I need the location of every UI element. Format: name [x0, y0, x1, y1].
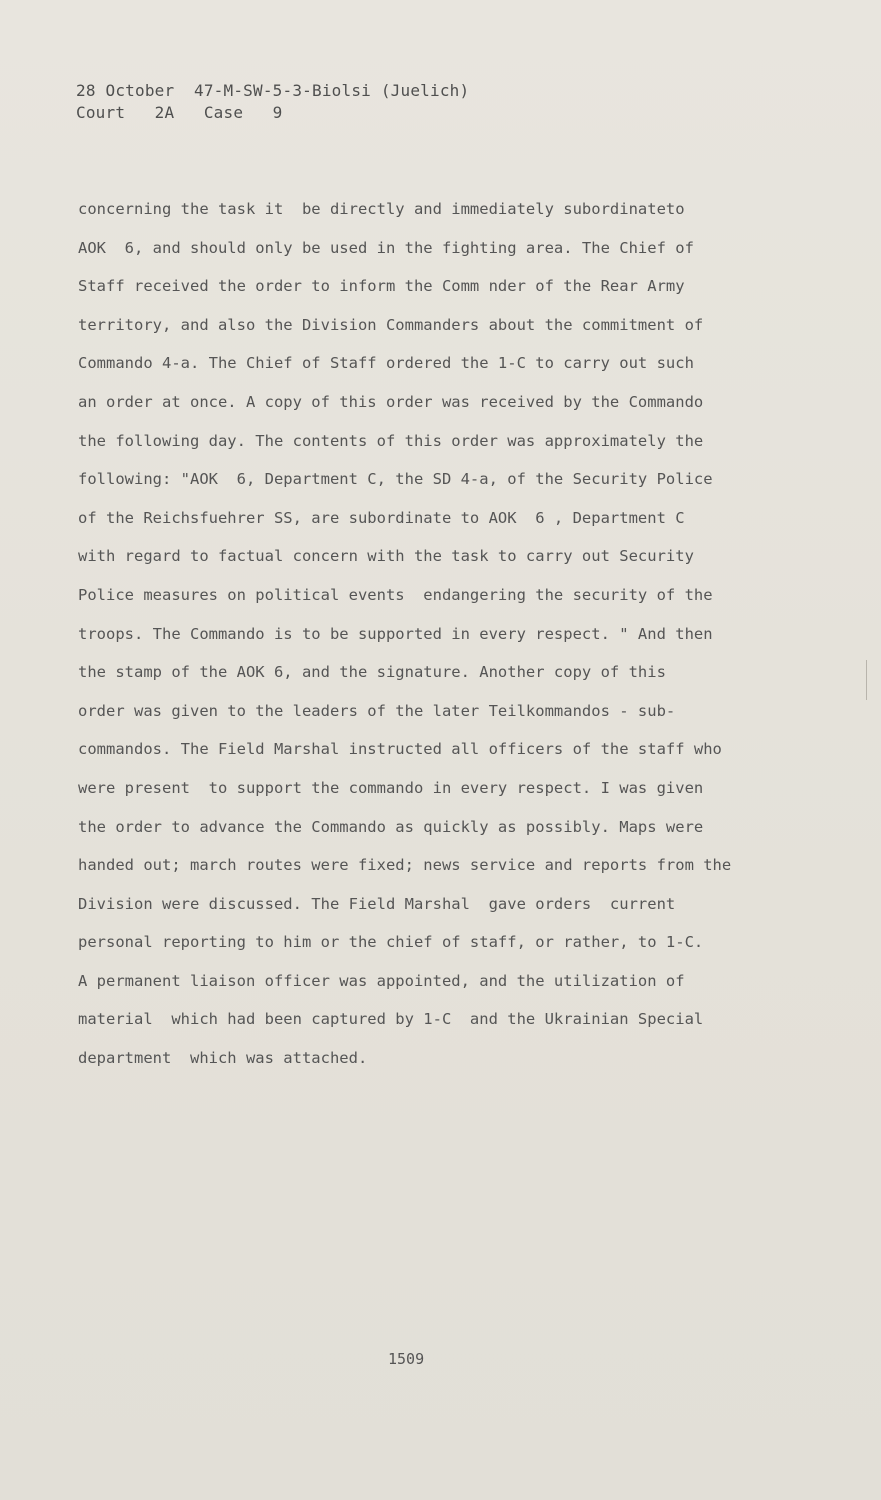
- body-line: territory, and also the Division Commanders about the commitment of: [78, 315, 704, 334]
- header-date-reference: 28 October 47-M-SW-5-3-Biolsi (Juelich): [76, 81, 470, 100]
- body-line: concerning the task it be directly and immediately subordinateto: [78, 200, 685, 218]
- body-line: the following day. The contents of this order was approximately the: [78, 431, 704, 450]
- body-line: material which had been captured by 1-C and the Ukrainian Special: [78, 1010, 704, 1029]
- body-line: the stamp of the AOK 6, and the signature. Another copy of this: [78, 663, 666, 682]
- body-line: were present to support the commando in every respect. I was given: [78, 778, 704, 797]
- body-line: with regard to factual concern with the task to carry out Security: [78, 547, 694, 566]
- body-line: Division were discussed. The Field Marshal gave orders current: [78, 894, 676, 913]
- transcript-body: [78, 190, 798, 1078]
- body-line: of the Reichsfuehrer SS, are subordinate to AOK 6 , Department C: [78, 508, 685, 527]
- document-header: [76, 80, 469, 124]
- body-line: Police measures on political events endangering the security of the: [78, 585, 713, 604]
- paper-edge-mark: [866, 660, 867, 700]
- body-line: department which was attached.: [78, 1049, 368, 1068]
- page-number: 1509: [388, 1350, 425, 1368]
- body-line: order was given to the leaders of the later Teilkommandos - sub-: [78, 701, 676, 720]
- body-line: the order to advance the Commando as quickly as possibly. Maps were: [78, 817, 704, 836]
- body-line: Staff received the order to inform the Comm nder of the Rear Army: [78, 277, 685, 296]
- body-line: personal reporting to him or the chief of staff, or rather, to 1-C.: [78, 933, 704, 952]
- body-line: AOK 6, and should only be used in the fighting area. The Chief of: [78, 238, 694, 257]
- body-line: commandos. The Field Marshal instructed all officers of the staff who: [78, 740, 722, 759]
- body-line: troops. The Commando is to be supported in every respect. " And then: [78, 624, 713, 643]
- body-line: A permanent liaison officer was appointed, and the utilization of: [78, 971, 685, 990]
- body-line: following: "AOK 6, Department C, the SD 4-a, of the Security Police: [78, 470, 713, 489]
- body-line: an order at once. A copy of this order was received by the Commando: [78, 392, 704, 411]
- body-line: Commando 4-a. The Chief of Staff ordered the 1-C to carry out such: [78, 354, 694, 373]
- header-court-case: Court 2A Case 9: [76, 103, 283, 122]
- body-line: handed out; march routes were fixed; news service and reports from the: [78, 856, 732, 875]
